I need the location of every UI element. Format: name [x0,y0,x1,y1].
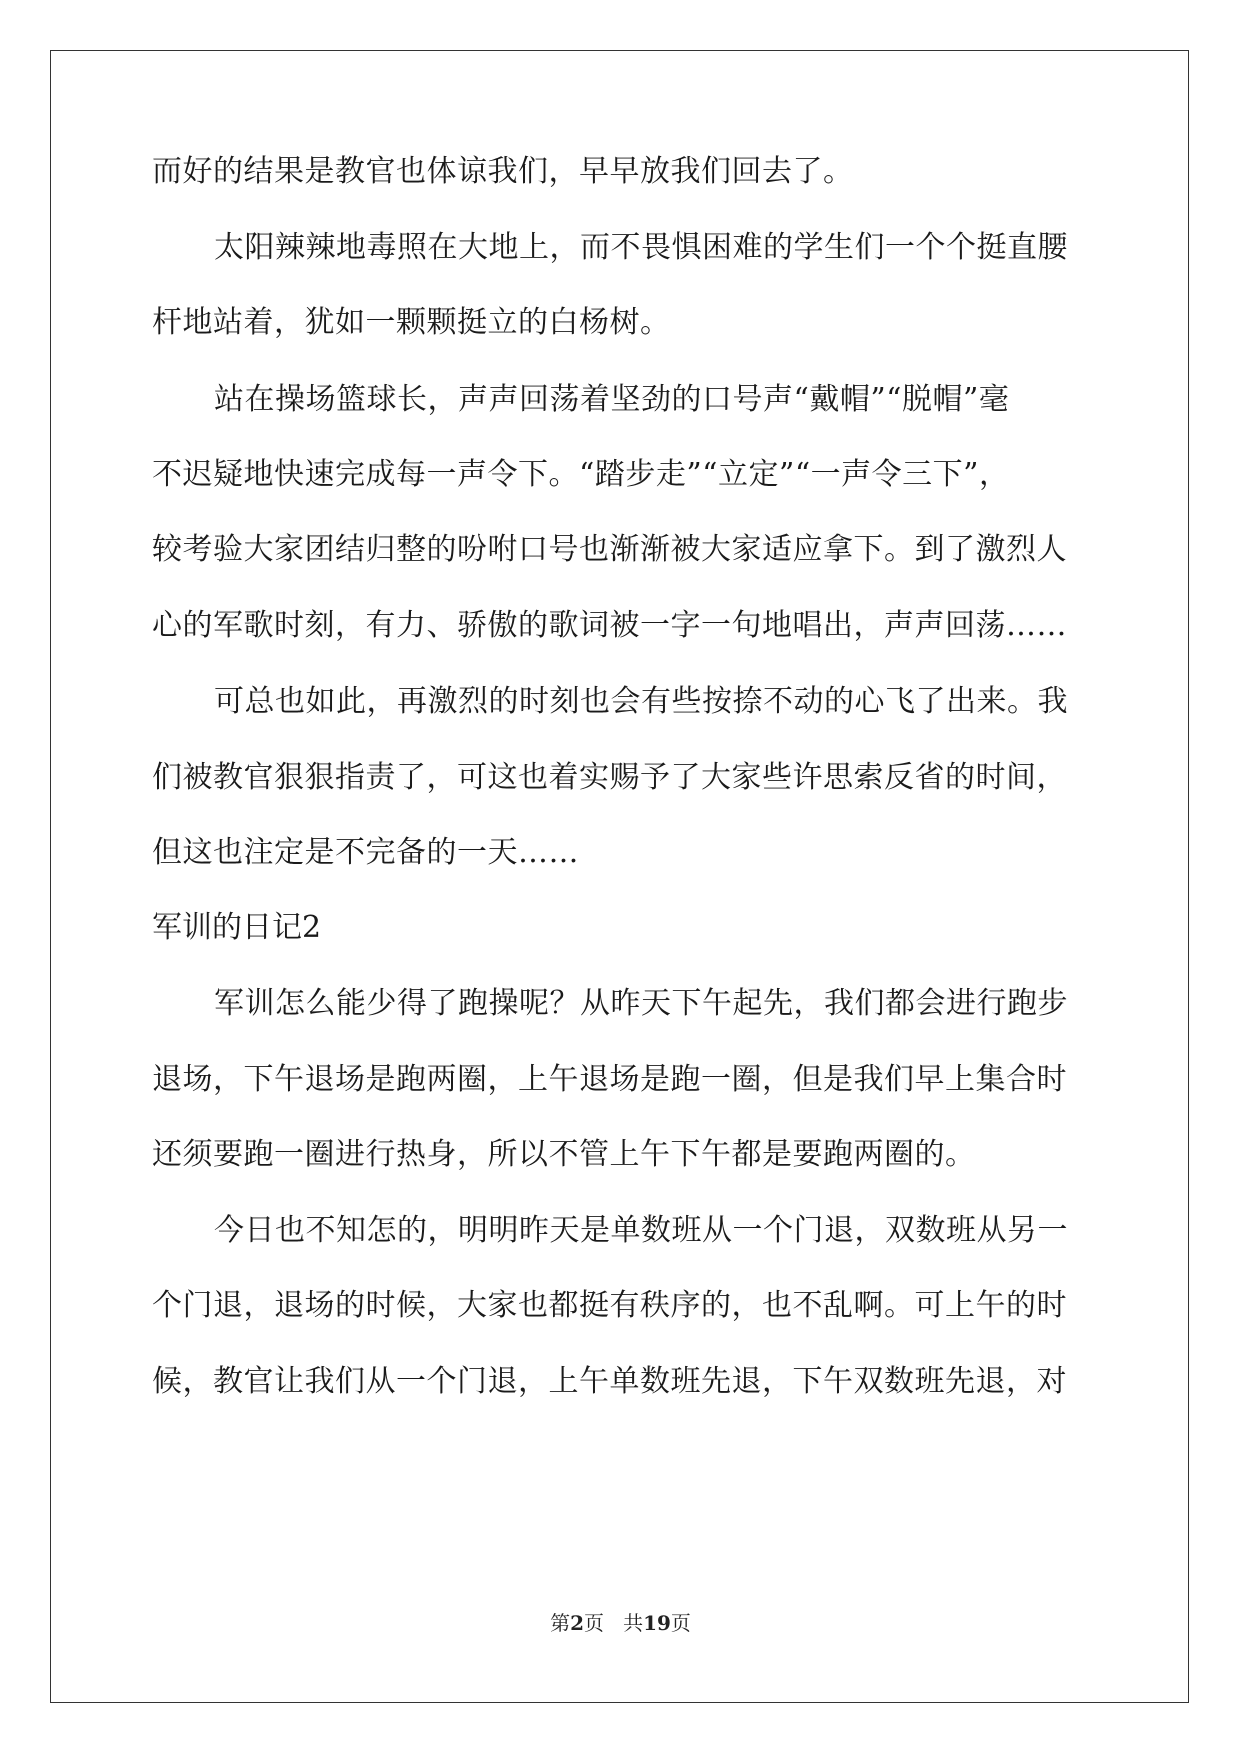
page-prefix: 第 [550,1611,571,1635]
text-line: 较考验大家团结归整的吩咐口号也渐渐被大家适应拿下。到了激烈人 [152,532,1067,567]
total-pages: 19 [643,1611,671,1635]
text-line: 可总也如此，再激烈的时刻也会有些按捺不动的心飞了出来。我 [214,684,1068,719]
text-line: 不迟疑地快速完成每一声令下。“踏步走”“立定”“一声令三下”， [152,457,1010,492]
text-line: 太阳辣辣地毒照在大地上，而不畏惧困难的学生们一个个挺直腰 [214,230,1068,265]
text-line: 退场，下午退场是跑两圈，上午退场是跑一圈，但是我们早上集合时 [152,1062,1067,1097]
text-line: 们被教官狠狠指责了，可这也着实赐予了大家些许思索反省的时间， [152,760,1067,795]
text-line: 心的军歌时刻，有力、骄傲的歌词被一字一句地唱出，声声回荡…… [152,608,1067,643]
page-border [50,50,1189,1703]
text-line: 杆地站着，犹如一颗颗挺立的白杨树。 [152,305,671,340]
page-number: 2 [570,1611,584,1635]
total-suffix: 页 [670,1611,691,1635]
text-line: 军训怎么能少得了跑操呢？从昨天下午起先，我们都会进行跑步 [214,986,1068,1021]
page-footer [0,1610,1241,1636]
text-line: 个门退，退场的时候，大家也都挺有秩序的，也不乱啊。可上午的时 [152,1288,1067,1323]
total-prefix: 共 [623,1611,644,1635]
text-line: 站在操场篮球长，声声回荡着坚劲的口号声“戴帽”“脱帽”毫 [214,382,1010,417]
text-line: 但这也注定是不完备的一天…… [152,835,579,870]
page-suffix: 页 [584,1611,604,1635]
text-line: 今日也不知怎的，明明昨天是单数班从一个门退，双数班从另一 [214,1213,1068,1248]
text-line: 候，教官让我们从一个门退，上午单数班先退，下午双数班先退，对 [152,1364,1067,1399]
text-line: 还须要跑一圈进行热身，所以不管上午下午都是要跑两圈的。 [152,1137,976,1172]
text-line: 而好的结果是教官也体谅我们，早早放我们回去了。 [152,154,854,189]
section-heading: 军训的日记2 [152,910,322,945]
